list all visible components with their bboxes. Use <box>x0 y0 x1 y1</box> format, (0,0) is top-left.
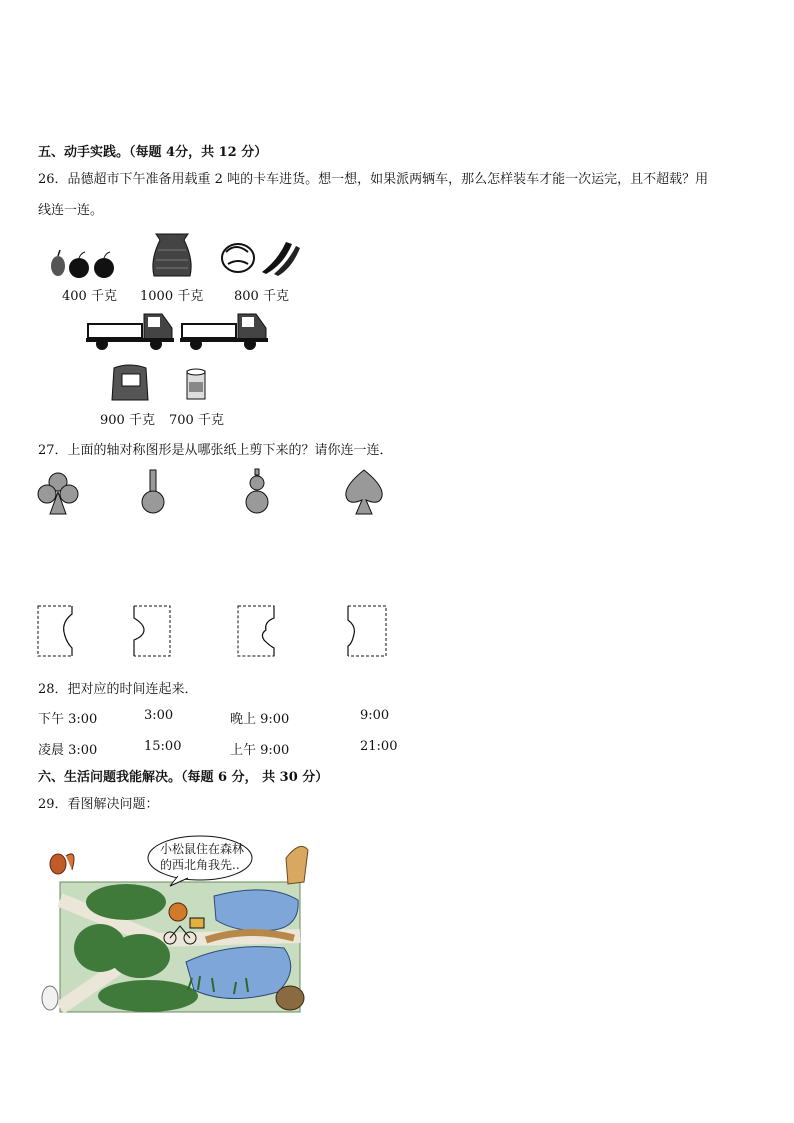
vegetables-icon <box>220 238 302 276</box>
goods-label: 800 千克 <box>234 289 289 304</box>
time-label: 15:00 <box>144 739 182 754</box>
truck-icon <box>180 310 268 352</box>
bubble-line: 的西北角我先.. <box>160 858 240 872</box>
question-28-text: 28．把对应的时间连起来． <box>38 682 198 697</box>
question-26-text-cont: 线连一连。 <box>38 203 104 218</box>
bag-icon <box>108 362 152 404</box>
sack-icon <box>148 230 196 278</box>
gourd-icon <box>244 468 270 516</box>
folded-paper-icon <box>236 604 278 658</box>
folded-paper-icon <box>36 604 76 658</box>
spade-icon <box>342 468 386 516</box>
goods-label: 400 千克 <box>62 289 117 304</box>
section-title: 六、生活问题我能解决。（每题 6 分， 共 30 分） <box>38 770 329 785</box>
goods-label: 1000 千克 <box>140 289 204 304</box>
bubble-line: 小松鼠住在森林 <box>160 842 245 856</box>
question-26-text: 26．品德超市下午准备用载重 2 吨的卡车进货。想一想，如果派两辆车，那么怎样装车才能一次运完，且不超载？用 <box>38 172 709 187</box>
club-icon <box>36 470 80 516</box>
time-label: 21:00 <box>360 739 398 754</box>
time-label: 3:00 <box>144 708 174 723</box>
fruit-icon <box>48 248 120 280</box>
question-27-text: 27．上面的轴对称图形是从哪张纸上剪下来的？请你连一连． <box>38 443 393 458</box>
speech-bubble-text <box>160 841 244 873</box>
time-label: 下午 3:00 <box>38 712 98 727</box>
folded-paper-icon <box>132 604 172 658</box>
section-title: 五、动手实践。（每题 4分，共 12 分） <box>38 145 268 160</box>
can-icon <box>184 368 208 402</box>
key-shape-icon <box>140 468 166 516</box>
truck-icon <box>86 310 174 352</box>
time-label: 凌晨 3:00 <box>38 743 98 758</box>
goods-label: 900 千克 <box>100 413 155 428</box>
time-label: 晚上 9:00 <box>230 712 290 727</box>
time-label: 上午 9:00 <box>230 743 290 758</box>
goods-label: 700 千克 <box>169 413 224 428</box>
folded-paper-icon <box>346 604 388 658</box>
time-label: 9:00 <box>360 708 390 723</box>
question-29-text: 29．看图解决问题： <box>38 797 159 812</box>
